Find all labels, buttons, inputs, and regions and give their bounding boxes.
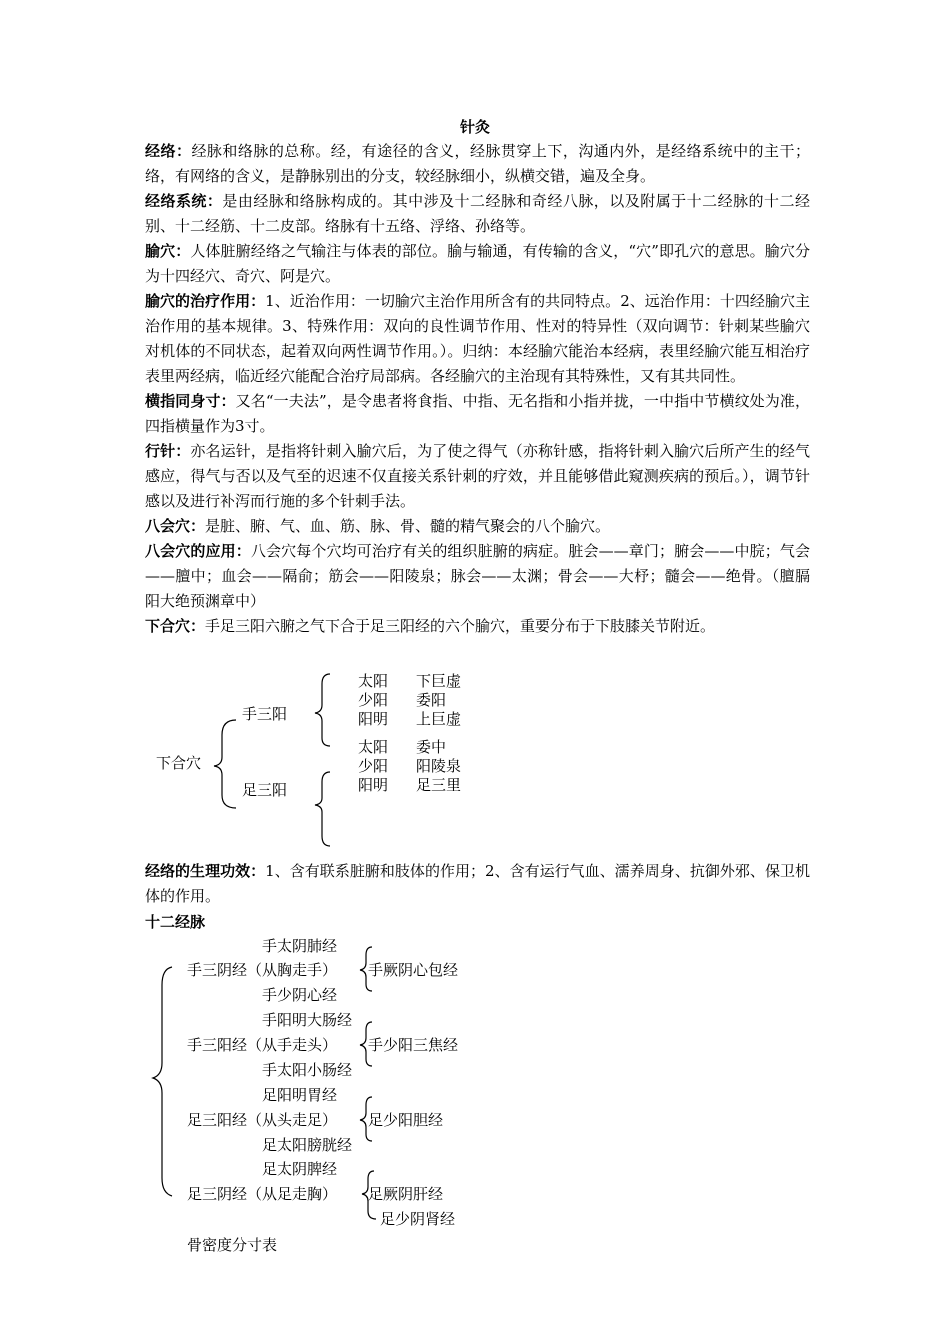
term-label: 腧穴的治疗作用： [145,292,266,310]
lower-he-root-label: 下合穴 [156,754,202,772]
meridian-item: 手少阳三焦经 [368,1036,459,1054]
lower-he-row [358,738,446,757]
acupoint-name: 下巨虚 [416,672,462,690]
meridian-item: 手太阳小肠经 [262,1061,353,1079]
meridian-item: 足太阳膀胱经 [262,1136,353,1154]
meridian-item: 足少阴肾经 [380,1210,456,1228]
lower-he-row [358,672,461,691]
brace-foot-yang [315,772,330,846]
term-definition: 人体脏腑经络之气输注与体表的部位。腧与输通，有传输的含义，“穴”即孔穴的意思。腧穴分为十四经穴、奇穴、阿是穴。 [145,242,810,285]
paragraph-bahuixue-usage [145,539,810,614]
term-label: 八会穴的应用： [145,542,251,560]
acupoint-name: 委阳 [416,691,447,709]
meridian-name: 太阳 [358,672,389,690]
term-definition: 1、近治作用：一切腧穴主治作用所含有的共同特点。2、远治作用：十四经腧穴主治作用的基本规律。3、特殊作用：双向的良性调节作用、性对的特异性（双向调节：针刺某些腧穴对机体的不同状态，起着双向两性调节作用。）。归纳：本经腧穴能治本经病，表里经腧穴能互相治疗表里两经病，临近经穴能配合治疗局部病。各经腧穴的主治现有其特殊性，又有其共同性。 [145,292,810,385]
term-definition: 是由经脉和络脉构成的。其中涉及十二经脉和奇经八脉，以及附属于十二经脉的十二经别、十二经筋、十二皮部。络脉有十五络、浮络、孙络等。 [145,192,810,235]
meridian-group-label: 足三阳经（从头走足） [187,1111,338,1129]
meridian-item: 手太阴肺经 [262,937,338,955]
acupoint-name: 阳陵泉 [416,757,462,775]
brace-hand-yang [315,674,330,746]
term-definition: 是脏、腑、气、血、筋、脉、骨、髓的精气聚会的八个腧穴。 [205,517,611,535]
paragraph-shuxue-effects [145,289,810,389]
lower-he-row [358,710,461,729]
term-label: 腧穴： [145,242,191,260]
meridian-item: 足太阴脾经 [262,1160,338,1178]
meridian-group-label: 手三阳经（从手走头） [187,1036,338,1054]
meridian-name: 阳明 [358,776,389,794]
term-definition: 1、含有联系脏腑和肢体的作用；2、含有运行气血、濡养周身、抗御外邪、保卫机体的作用。 [145,862,810,905]
meridian-item: 手厥阴心包经 [368,961,459,979]
meridian-item: 足少阳胆经 [368,1111,444,1129]
acupoint-name: 足三里 [416,776,462,794]
term-label: 八会穴： [145,517,206,535]
term-label: 行针： [145,442,191,460]
term-label: 经络： [145,142,192,160]
meridian-name: 少阳 [358,757,389,775]
paragraph-xiahexue [145,614,810,639]
paragraph-jingluo [145,139,810,189]
term-label: 横指同身寸： [145,392,236,410]
meridian-item: 足阳明胃经 [262,1086,338,1104]
meridian-group-label: 手三阴经（从胸走手） [187,961,338,979]
page-title: 针灸 [459,118,490,136]
paragraph-jingluo-system [145,189,810,239]
term-label: 下合穴： [145,617,206,635]
meridian-item: 手少阴心经 [262,986,338,1004]
term-definition: 八会穴每个穴均可治疗有关的组织脏腑的病症。脏会——章门；腑会——中脘；气会——膻中；血会——隔俞；筋会——阳陵泉；脉会——太渊；骨会——大杼；髓会——绝骨。（膻膈阳大绝预渊章中） [145,542,810,610]
acupoint-name: 委中 [416,738,447,756]
hand-yang-label: 手三阳 [242,705,288,723]
term-label: 经络系统： [145,192,223,210]
paragraph-bahuixue [145,514,810,539]
twelve-meridians-heading: 十二经脉 [145,913,206,931]
lower-he-row [358,691,446,710]
meridian-group-label: 足三阴经（从足走胸） [187,1185,338,1203]
term-label: 经络的生理功效： [145,862,266,880]
term-definition: 手足三阳六腑之气下合于足三阳经的六个腧穴，重要分布于下肢膝关节附近。 [205,617,716,635]
term-definition: 亦名运针，是指将针刺入腧穴后，为了使之得气（亦称针感，指将针刺入腧穴后所产生的经气感应，得气与否以及气至的迟速不仅直接关系针刺的疗效，并且能够借此窥测疾病的预后。），调节针感以及进行补泻而行施的多个针刺手法。 [145,442,810,510]
bone-proportional-table-title: 骨密度分寸表 [187,1236,278,1254]
paragraph-physiology [145,859,810,909]
brace-twelve-outer [153,967,172,1196]
definitions-section [145,139,810,639]
lower-he-row [358,776,461,795]
meridian-item: 手阳明大肠经 [262,1011,353,1029]
paragraph-xingzhen [145,439,810,514]
lower-he-row [358,757,461,776]
physiology-section [145,859,810,909]
acupoint-name: 上巨虚 [416,710,462,728]
paragraph-shuxue [145,239,810,289]
term-definition: 经脉和络脉的总称。经，有途径的含义，经脉贯穿上下，沟通内外，是经络系统中的主干；络，有网络的含义，是静脉别出的分支，较经脉细小，纵横交错，遍及全身。 [145,142,810,185]
term-definition: 又名“一夫法”，是令患者将食指、中指、无名指和小指并拢，一中指中节横纹处为准，四指横量作为3寸。 [145,392,810,435]
foot-yang-label: 足三阳 [242,781,288,799]
meridian-name: 少阳 [358,691,389,709]
brace-root-lower-he [214,720,236,808]
meridian-name: 阳明 [358,710,389,728]
paragraph-hengzhi [145,389,810,439]
meridian-item: 足厥阴肝经 [368,1185,444,1203]
meridian-name: 太阳 [358,738,389,756]
